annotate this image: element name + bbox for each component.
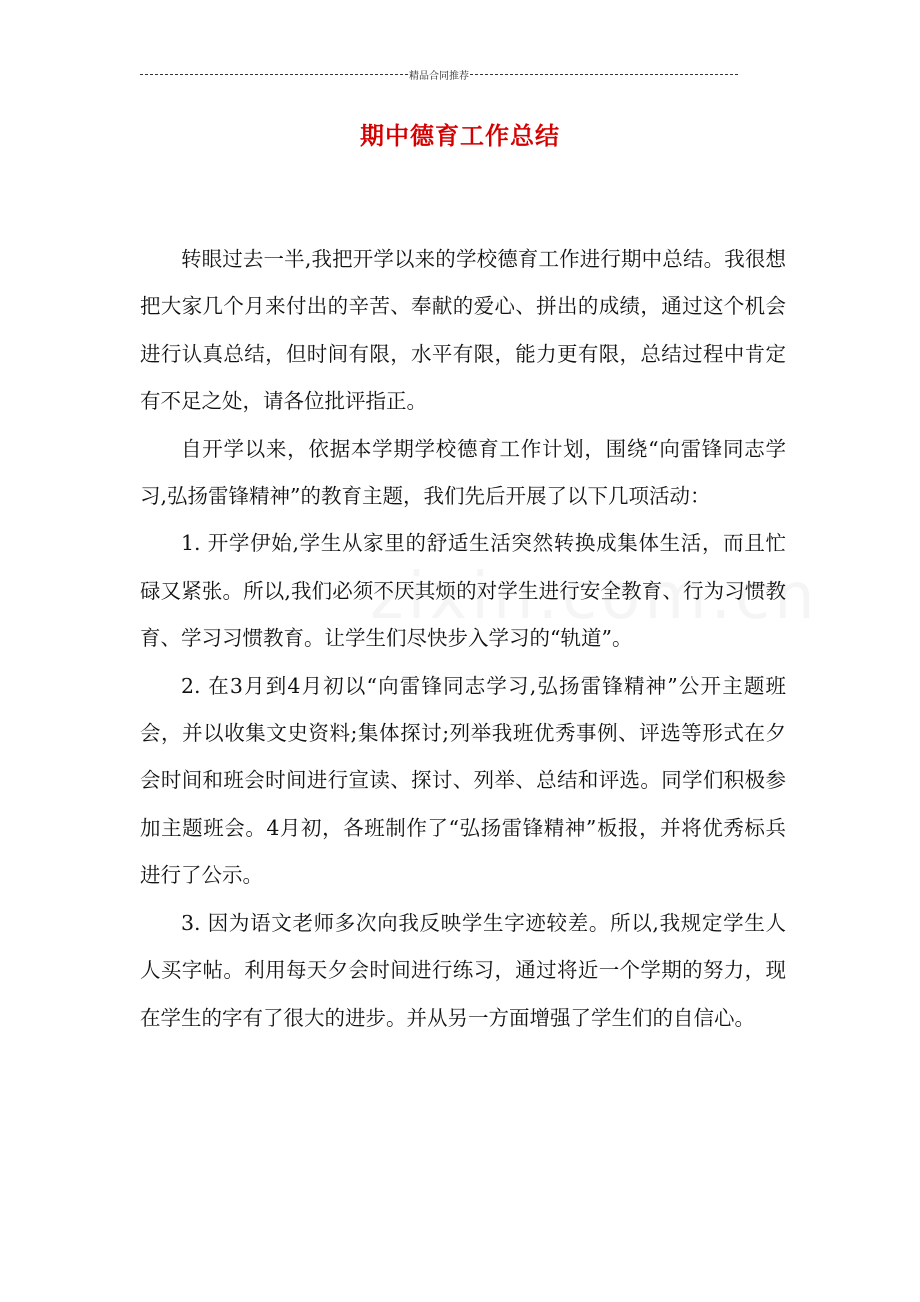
paragraph-item-3: 3. 因为语文老师多次向我反映学生字迹较差。所以,我规定学生人人买字帖。利用每天夕会时间进行练习，通过将近一个学期的努力，现在学生的字有了很大的进步。并从另一方面增强了学生们的自信心。 <box>140 910 786 1030</box>
document-title: 期中德育工作总结 <box>360 122 560 150</box>
header-rule <box>140 66 738 82</box>
document-body <box>140 236 786 1042</box>
paragraph-item-1: 1. 开学伊始,学生从家里的舒适生活突然转换成集体生活，而且忙碌又紧张。所以,我们必须不厌其烦的对学生进行安全教育、行为习惯教育、学习习惯教育。让学生们尽快步入学习的“轨道”。 <box>140 531 786 651</box>
header-dash-right <box>470 74 738 75</box>
paragraph-item-2: 2. 在3月到4月初以“向雷锋同志学习,弘扬雷锋精神”公开主题班会，并以收集文史资料;集体探讨;列举我班优秀事例、评选等形式在夕会时间和班会时间进行宣读、探讨、列举、总结和评选。同学们积极参加主题班会。4月初，各班制作了“弘扬雷锋精神”板报，并将优秀标兵进行了公示。 <box>140 673 786 888</box>
header-label: 精品合同推荐 <box>409 70 469 82</box>
paragraph-intro: 转眼过去一半,我把开学以来的学校德育工作进行期中总结。我很想把大家几个月来付出的辛苦、奉献的爱心、拼出的成绩，通过这个机会进行认真总结，但时间有限，水平有限，能力更有限，总结过程中肯定有不足之处，请各位批评指正。 <box>140 247 786 414</box>
header-dash-left <box>140 74 408 75</box>
paragraph-overview: 自开学以来，依据本学期学校德育工作计划，围绕“向雷锋同志学习,弘扬雷锋精神”的教育主题，我们先后开展了以下几项活动： <box>140 436 786 509</box>
